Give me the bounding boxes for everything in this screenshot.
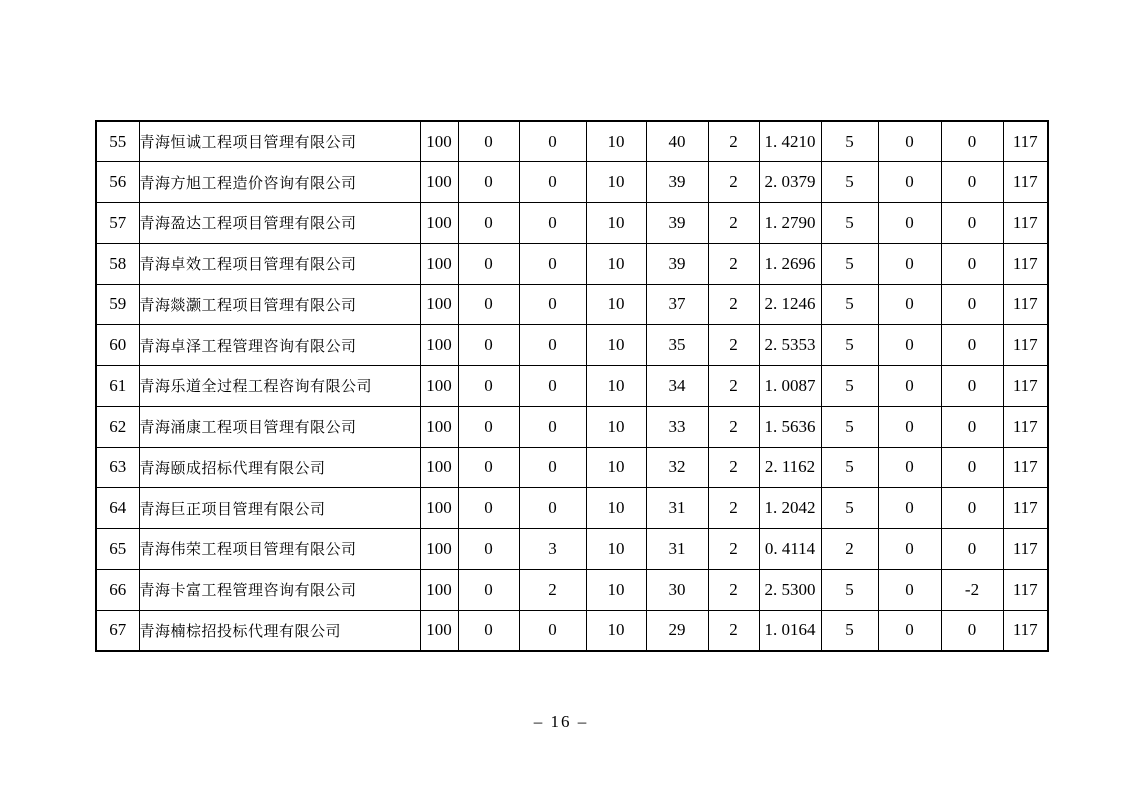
score-cell: 100 — [420, 162, 458, 203]
evaluation-score-table — [95, 120, 1049, 652]
score-cell: 0 — [519, 488, 586, 529]
score-cell: 2 — [708, 284, 759, 325]
table-row — [96, 203, 1048, 244]
score-cell: 31 — [646, 529, 708, 570]
score-cell: 10 — [586, 243, 646, 284]
score-cell: 0 — [458, 121, 519, 162]
score-cell: 0 — [878, 162, 941, 203]
score-cell: 0 — [519, 447, 586, 488]
score-cell: 0 — [941, 284, 1003, 325]
score-cell: 1. 2042 — [759, 488, 821, 529]
score-cell: 35 — [646, 325, 708, 366]
table-row — [96, 610, 1048, 651]
score-cell: -2 — [941, 569, 1003, 610]
score-cell: 2 — [708, 569, 759, 610]
score-cell: 117 — [1003, 203, 1048, 244]
score-cell: 1. 2696 — [759, 243, 821, 284]
score-cell: 39 — [646, 162, 708, 203]
score-cell: 0 — [458, 569, 519, 610]
score-cell: 5 — [821, 243, 878, 284]
score-cell: 2. 5300 — [759, 569, 821, 610]
score-cell: 5 — [821, 406, 878, 447]
score-cell: 117 — [1003, 284, 1048, 325]
rank-cell: 59 — [96, 284, 139, 325]
score-cell: 10 — [586, 488, 646, 529]
score-cell: 5 — [821, 488, 878, 529]
score-cell: 0 — [878, 243, 941, 284]
score-cell: 117 — [1003, 406, 1048, 447]
score-cell: 0 — [878, 569, 941, 610]
score-cell: 117 — [1003, 243, 1048, 284]
company-name-cell: 青海颐成招标代理有限公司 — [139, 447, 420, 488]
score-cell: 100 — [420, 529, 458, 570]
score-cell: 2 — [708, 325, 759, 366]
rank-cell: 55 — [96, 121, 139, 162]
rank-cell: 66 — [96, 569, 139, 610]
score-cell: 5 — [821, 284, 878, 325]
score-cell: 0 — [519, 325, 586, 366]
score-cell: 2. 1162 — [759, 447, 821, 488]
score-cell: 0 — [458, 447, 519, 488]
score-cell: 10 — [586, 203, 646, 244]
score-cell: 2 — [708, 610, 759, 651]
score-cell: 10 — [586, 366, 646, 407]
company-name-cell: 青海盈达工程项目管理有限公司 — [139, 203, 420, 244]
score-cell: 2 — [821, 529, 878, 570]
score-cell: 0 — [878, 406, 941, 447]
table-row — [96, 569, 1048, 610]
score-cell: 117 — [1003, 162, 1048, 203]
score-cell: 1. 2790 — [759, 203, 821, 244]
score-cell: 0 — [941, 488, 1003, 529]
score-cell: 2 — [708, 121, 759, 162]
score-cell: 5 — [821, 121, 878, 162]
company-name-cell: 青海方旭工程造价咨询有限公司 — [139, 162, 420, 203]
score-cell: 40 — [646, 121, 708, 162]
rank-cell: 67 — [96, 610, 139, 651]
score-cell: 117 — [1003, 569, 1048, 610]
score-cell: 100 — [420, 488, 458, 529]
score-cell: 2 — [708, 406, 759, 447]
score-cell: 0 — [878, 121, 941, 162]
score-cell: 10 — [586, 121, 646, 162]
table-row — [96, 488, 1048, 529]
score-cell: 10 — [586, 284, 646, 325]
score-cell: 0 — [878, 529, 941, 570]
score-cell: 100 — [420, 325, 458, 366]
score-cell: 0 — [941, 121, 1003, 162]
score-cell: 2 — [708, 203, 759, 244]
score-cell: 0 — [458, 162, 519, 203]
score-cell: 2. 5353 — [759, 325, 821, 366]
score-cell: 1. 0164 — [759, 610, 821, 651]
score-cell: 2 — [708, 243, 759, 284]
score-cell: 10 — [586, 447, 646, 488]
score-cell: 30 — [646, 569, 708, 610]
score-cell: 10 — [586, 406, 646, 447]
score-cell: 1. 5636 — [759, 406, 821, 447]
score-cell: 0 — [878, 488, 941, 529]
table-row — [96, 284, 1048, 325]
score-cell: 3 — [519, 529, 586, 570]
score-cell: 100 — [420, 366, 458, 407]
score-cell: 117 — [1003, 121, 1048, 162]
score-cell: 10 — [586, 610, 646, 651]
table-row — [96, 243, 1048, 284]
rank-cell: 57 — [96, 203, 139, 244]
score-cell: 0 — [878, 447, 941, 488]
rank-cell: 60 — [96, 325, 139, 366]
rank-cell: 63 — [96, 447, 139, 488]
score-cell: 0 — [458, 610, 519, 651]
score-cell: 0 — [941, 203, 1003, 244]
score-cell: 117 — [1003, 529, 1048, 570]
score-cell: 0 — [878, 610, 941, 651]
score-cell: 100 — [420, 447, 458, 488]
score-cell: 39 — [646, 203, 708, 244]
score-cell: 2 — [708, 529, 759, 570]
score-cell: 0 — [519, 366, 586, 407]
score-cell: 0 — [458, 203, 519, 244]
score-cell: 100 — [420, 569, 458, 610]
rank-cell: 62 — [96, 406, 139, 447]
score-cell: 100 — [420, 610, 458, 651]
score-cell: 0 — [458, 529, 519, 570]
company-name-cell: 青海楠棕招投标代理有限公司 — [139, 610, 420, 651]
score-cell: 5 — [821, 366, 878, 407]
score-cell: 39 — [646, 243, 708, 284]
table-row — [96, 325, 1048, 366]
score-cell: 5 — [821, 569, 878, 610]
score-cell: 5 — [821, 162, 878, 203]
score-cell: 100 — [420, 243, 458, 284]
score-cell: 0 — [458, 243, 519, 284]
company-name-cell: 青海巨正项目管理有限公司 — [139, 488, 420, 529]
score-cell: 2 — [708, 162, 759, 203]
score-cell: 0 — [519, 243, 586, 284]
table-row — [96, 529, 1048, 570]
score-cell: 0 — [458, 325, 519, 366]
score-cell: 31 — [646, 488, 708, 529]
score-cell: 0 — [878, 284, 941, 325]
score-cell: 117 — [1003, 325, 1048, 366]
score-cell: 100 — [420, 406, 458, 447]
score-cell: 10 — [586, 162, 646, 203]
company-name-cell: 青海卓泽工程管理咨询有限公司 — [139, 325, 420, 366]
score-cell: 117 — [1003, 366, 1048, 407]
score-cell: 1. 4210 — [759, 121, 821, 162]
company-name-cell: 青海乐道全过程工程咨询有限公司 — [139, 366, 420, 407]
score-cell: 2 — [708, 488, 759, 529]
score-cell: 32 — [646, 447, 708, 488]
score-cell: 0 — [458, 406, 519, 447]
score-cell: 0 — [941, 243, 1003, 284]
score-cell: 0 — [941, 447, 1003, 488]
score-cell: 0 — [519, 121, 586, 162]
score-cell: 2. 0379 — [759, 162, 821, 203]
company-name-cell: 青海伟荣工程项目管理有限公司 — [139, 529, 420, 570]
score-cell: 34 — [646, 366, 708, 407]
score-cell: 117 — [1003, 610, 1048, 651]
score-cell: 100 — [420, 284, 458, 325]
score-cell: 2 — [519, 569, 586, 610]
score-cell: 0 — [941, 529, 1003, 570]
score-cell: 0 — [458, 488, 519, 529]
score-cell: 5 — [821, 203, 878, 244]
table-body — [96, 121, 1048, 651]
rank-cell: 64 — [96, 488, 139, 529]
score-cell: 1. 0087 — [759, 366, 821, 407]
score-cell: 117 — [1003, 488, 1048, 529]
score-cell: 0 — [941, 162, 1003, 203]
score-cell: 0 — [519, 406, 586, 447]
score-cell: 117 — [1003, 447, 1048, 488]
score-cell: 10 — [586, 325, 646, 366]
score-cell: 0. 4114 — [759, 529, 821, 570]
score-cell: 5 — [821, 447, 878, 488]
score-cell: 0 — [941, 366, 1003, 407]
score-cell: 5 — [821, 325, 878, 366]
table-row — [96, 406, 1048, 447]
score-cell: 0 — [941, 610, 1003, 651]
company-name-cell: 青海卡富工程管理咨询有限公司 — [139, 569, 420, 610]
score-cell: 100 — [420, 121, 458, 162]
score-cell: 10 — [586, 529, 646, 570]
table-row — [96, 162, 1048, 203]
score-cell: 2. 1246 — [759, 284, 821, 325]
score-cell: 10 — [586, 569, 646, 610]
score-cell: 0 — [878, 325, 941, 366]
score-cell: 37 — [646, 284, 708, 325]
score-cell: 100 — [420, 203, 458, 244]
rank-cell: 58 — [96, 243, 139, 284]
score-cell: 0 — [878, 203, 941, 244]
company-name-cell: 青海恒诚工程项目管理有限公司 — [139, 121, 420, 162]
score-cell: 0 — [941, 325, 1003, 366]
score-cell: 0 — [458, 366, 519, 407]
rank-cell: 65 — [96, 529, 139, 570]
company-name-cell: 青海燚灏工程项目管理有限公司 — [139, 284, 420, 325]
rank-cell: 61 — [96, 366, 139, 407]
score-cell: 0 — [519, 203, 586, 244]
score-cell: 2 — [708, 447, 759, 488]
score-cell: 0 — [519, 162, 586, 203]
score-cell: 29 — [646, 610, 708, 651]
table-row — [96, 366, 1048, 407]
score-cell: 2 — [708, 366, 759, 407]
rank-cell: 56 — [96, 162, 139, 203]
company-name-cell: 青海卓效工程项目管理有限公司 — [139, 243, 420, 284]
score-cell: 0 — [941, 406, 1003, 447]
score-cell: 0 — [458, 284, 519, 325]
score-cell: 33 — [646, 406, 708, 447]
score-cell: 5 — [821, 610, 878, 651]
company-name-cell: 青海涌康工程项目管理有限公司 — [139, 406, 420, 447]
page-number: – 16 – — [533, 712, 589, 731]
score-cell: 0 — [878, 366, 941, 407]
score-cell: 0 — [519, 610, 586, 651]
score-cell: 0 — [519, 284, 586, 325]
table-row — [96, 447, 1048, 488]
table-row — [96, 121, 1048, 162]
